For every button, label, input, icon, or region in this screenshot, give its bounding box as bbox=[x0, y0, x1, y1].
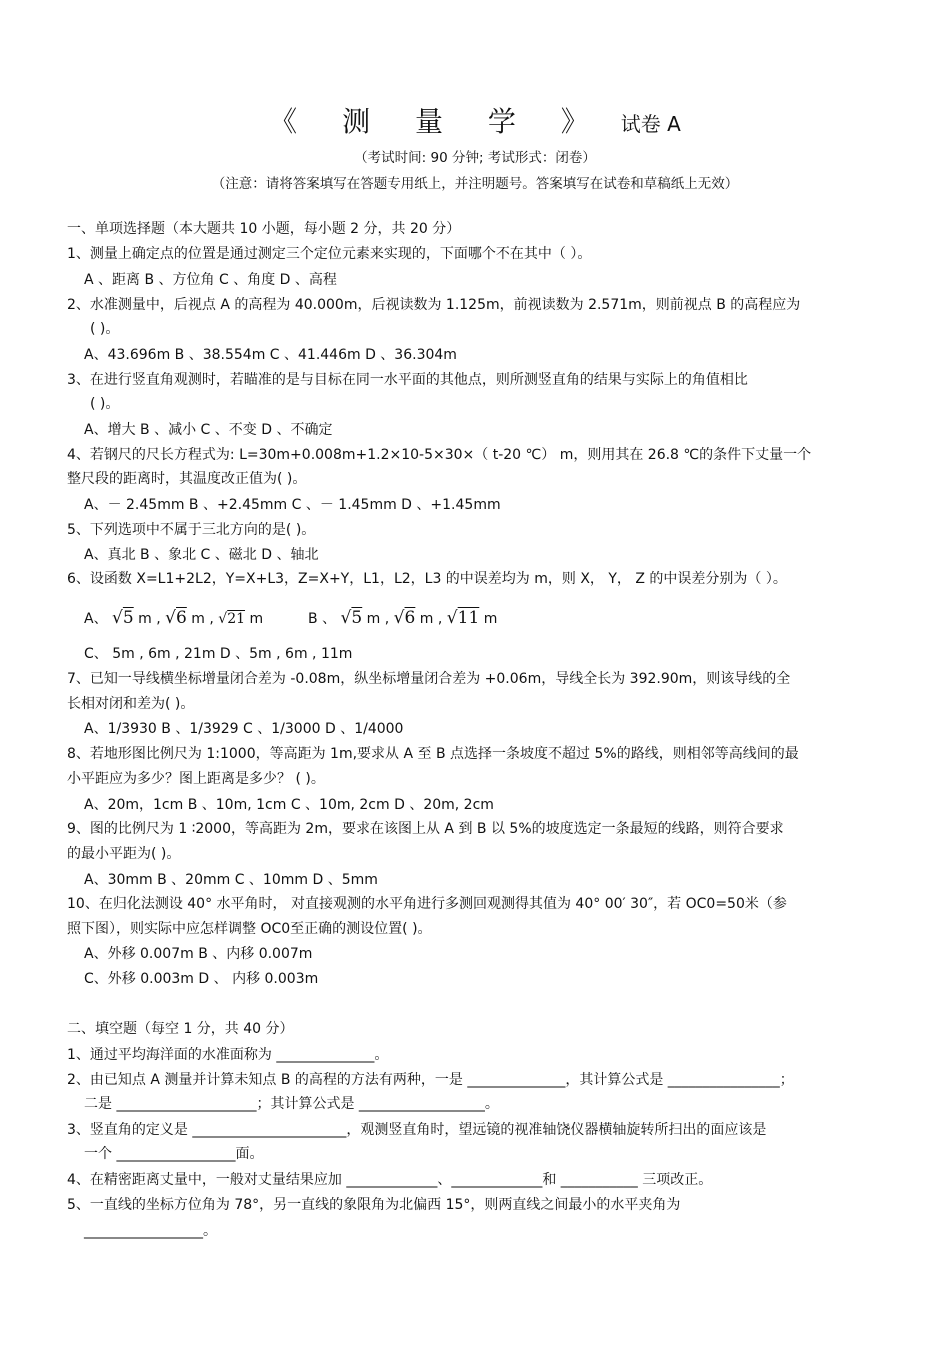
exam-title bbox=[0, 100, 950, 140]
question-6-options-cd: C、 5m , 6m , 21m D 、5m , 6m , 11m bbox=[84, 646, 353, 662]
q6-b-radicand-2: 6 bbox=[404, 608, 416, 628]
sqrt-icon: √5 bbox=[112, 608, 134, 628]
question-8: 8、若地形图比例尺为 1:1000，等高距为 1m,要求从 A 至 B 点选择一条坡度不超过 5%的路线，则相邻等高线间的最 bbox=[67, 746, 799, 762]
section1-heading: 一、单项选择题（本大题共 10 小题，每小题 2 分，共 20 分） bbox=[67, 221, 461, 237]
sqrt-icon: √21 bbox=[218, 611, 246, 627]
title-main: 《 测 量 学 》 bbox=[269, 105, 607, 138]
q6-a-unit-1: m , bbox=[138, 611, 161, 627]
sqrt-icon: √6 bbox=[165, 608, 187, 628]
fill-question-5-line2: _________________。 bbox=[84, 1223, 217, 1239]
question-7: 7、已知一导线横坐标增量闭合差为 -0.08m，纵坐标增量闭合差为 +0.06m，导线全长为 392.90m，则该导线的全 bbox=[67, 671, 791, 687]
question-5-options: A、真北 B 、象北 C 、磁北 D 、轴北 bbox=[84, 547, 319, 563]
exam-info: （考试时间: 90 分钟; 考试形式：闭卷） bbox=[354, 150, 596, 166]
q6-option-b-label: B 、 bbox=[308, 611, 337, 627]
fill-question-3: 3、竖直角的定义是 ______________________，观测竖直角时，望远镜的视准轴饶仪器横轴旋转所扫出的面应该是 bbox=[67, 1122, 767, 1138]
question-7-options: A、1/3930 B 、1/3929 C 、1/3000 D 、1/4000 bbox=[84, 721, 404, 737]
q6-a-unit-3: m bbox=[249, 611, 264, 627]
question-4-line2: 整尺段的距离时，其温度改正值为( )。 bbox=[67, 471, 307, 487]
question-6: 6、设函数 X=L1+2L2，Y=X+L3，Z=X+Y，L1，L2，L3 的中误差均为 m，则 X， Y， Z 的中误差分别为（ ）。 bbox=[67, 571, 787, 587]
question-4-options: A、－ 2.45mm B 、+2.45mm C 、－ 1.45mm D 、+1.45mm bbox=[84, 497, 501, 513]
q6-a-unit-2: m , bbox=[191, 611, 214, 627]
q6-b-unit-1: m , bbox=[366, 611, 390, 627]
question-6-options-ab bbox=[84, 605, 497, 632]
question-10-options-ab: A、外移 0.007m B 、内移 0.007m bbox=[84, 946, 313, 962]
q6-a-radicand-1: 5 bbox=[122, 608, 134, 628]
q6-b-radicand-3: 11 bbox=[457, 608, 480, 628]
question-10: 10、在归化法测设 40° 水平角时， 对直接观测的水平角进行多测回观测得其值为 40° 00′ 30″，若 OC0=50米（参 bbox=[67, 896, 787, 912]
section2-heading: 二、填空题（每空 1 分，共 40 分） bbox=[67, 1021, 294, 1037]
sqrt-icon: √5 bbox=[340, 608, 363, 628]
fill-question-1: 1、通过平均海洋面的水准面称为 ______________。 bbox=[67, 1047, 389, 1063]
exam-notice: （注意：请将答案填写在答题专用纸上，并注明题号。答案填写在试卷和草稿纸上无效） bbox=[211, 176, 739, 192]
question-2-options: A、43.696m B 、38.554m C 、41.446m D 、36.304m bbox=[84, 347, 457, 363]
title-sub: 试卷 A bbox=[620, 112, 681, 136]
question-9-line2: 的最小平距为( )。 bbox=[67, 846, 181, 862]
question-9: 9、图的比例尺为 1 ∶2000，等高距为 2m，要求在该图上从 A 到 B 以 5%的坡度选定一条最短的线路，则符合要求 bbox=[67, 821, 784, 837]
q6-b-radicand-1: 5 bbox=[351, 608, 363, 628]
fill-question-3-line2: 一个 _________________面。 bbox=[84, 1146, 264, 1162]
q6-a-radicand-2: 6 bbox=[176, 608, 187, 628]
q6-b-unit-3: m bbox=[483, 611, 498, 627]
question-8-options: A、20m，1cm B 、10m, 1cm C 、10m, 2cm D 、20m, 2cm bbox=[84, 797, 494, 813]
sqrt-icon: √11 bbox=[446, 608, 480, 628]
question-10-line2: 照下图），则实际中应怎样调整 OC0至正确的测设位置( )。 bbox=[67, 921, 432, 937]
question-3-options: A、增大 B 、减小 C 、不变 D 、不确定 bbox=[84, 422, 333, 438]
fill-question-4: 4、在精密距离丈量中，一般对丈量结果应加 _____________、_____________和 ___________ 三项改正。 bbox=[67, 1172, 713, 1188]
sqrt-icon: √6 bbox=[393, 608, 416, 628]
question-8-line2: 小平距应为多少？图上距离是多少？ ( )。 bbox=[67, 771, 325, 787]
question-2-cont: ( )。 bbox=[90, 321, 120, 337]
question-1-options: A 、距离 B 、方位角 C 、角度 D 、高程 bbox=[84, 272, 337, 288]
fill-question-5: 5、一直线的坐标方位角为 78°，另一直线的象限角为北偏西 15°，则两直线之间最小的水平夹角为 bbox=[67, 1197, 681, 1213]
question-3: 3、在进行竖直角观测时，若瞄准的是与目标在同一水平面的其他点，则所测竖直角的结果与实际上的角值相比 bbox=[67, 372, 748, 388]
fill-question-2: 2、由已知点 A 测量并计算未知点 B 的高程的方法有两种，一是 ______________，其计算公式是 ________________； bbox=[67, 1072, 794, 1088]
q6-a-radicand-3: 21 bbox=[227, 611, 246, 627]
question-5: 5、下列选项中不属于三北方向的是( )。 bbox=[67, 522, 316, 538]
question-10-options-cd: C、外移 0.003m D 、 内移 0.003m bbox=[84, 971, 319, 987]
q6-b-unit-2: m , bbox=[419, 611, 443, 627]
question-1: 1、测量上确定点的位置是通过测定三个定位元素来实现的，下面哪个不在其中（ ）。 bbox=[67, 246, 592, 262]
question-9-options: A、30mm B 、20mm C 、10mm D 、5mm bbox=[84, 872, 378, 888]
fill-question-2-line2: 二是 ____________________；其计算公式是 __________________。 bbox=[84, 1096, 499, 1112]
question-2: 2、水准测量中，后视点 A 的高程为 40.000m，后视读数为 1.125m，前视读数为 2.571m，则前视点 B 的高程应为 bbox=[67, 297, 801, 313]
question-4: 4、若钢尺的尺长方程式为: L=30m+0.008m+1.2×10-5×30×（ t-20 ℃） m，则用其在 26.8 ℃的条件下丈量一个 bbox=[67, 447, 812, 463]
question-7-line2: 长相对闭和差为( )。 bbox=[67, 696, 195, 712]
question-3-cont: ( )。 bbox=[90, 396, 120, 412]
q6-option-a-label: A、 bbox=[84, 611, 108, 627]
